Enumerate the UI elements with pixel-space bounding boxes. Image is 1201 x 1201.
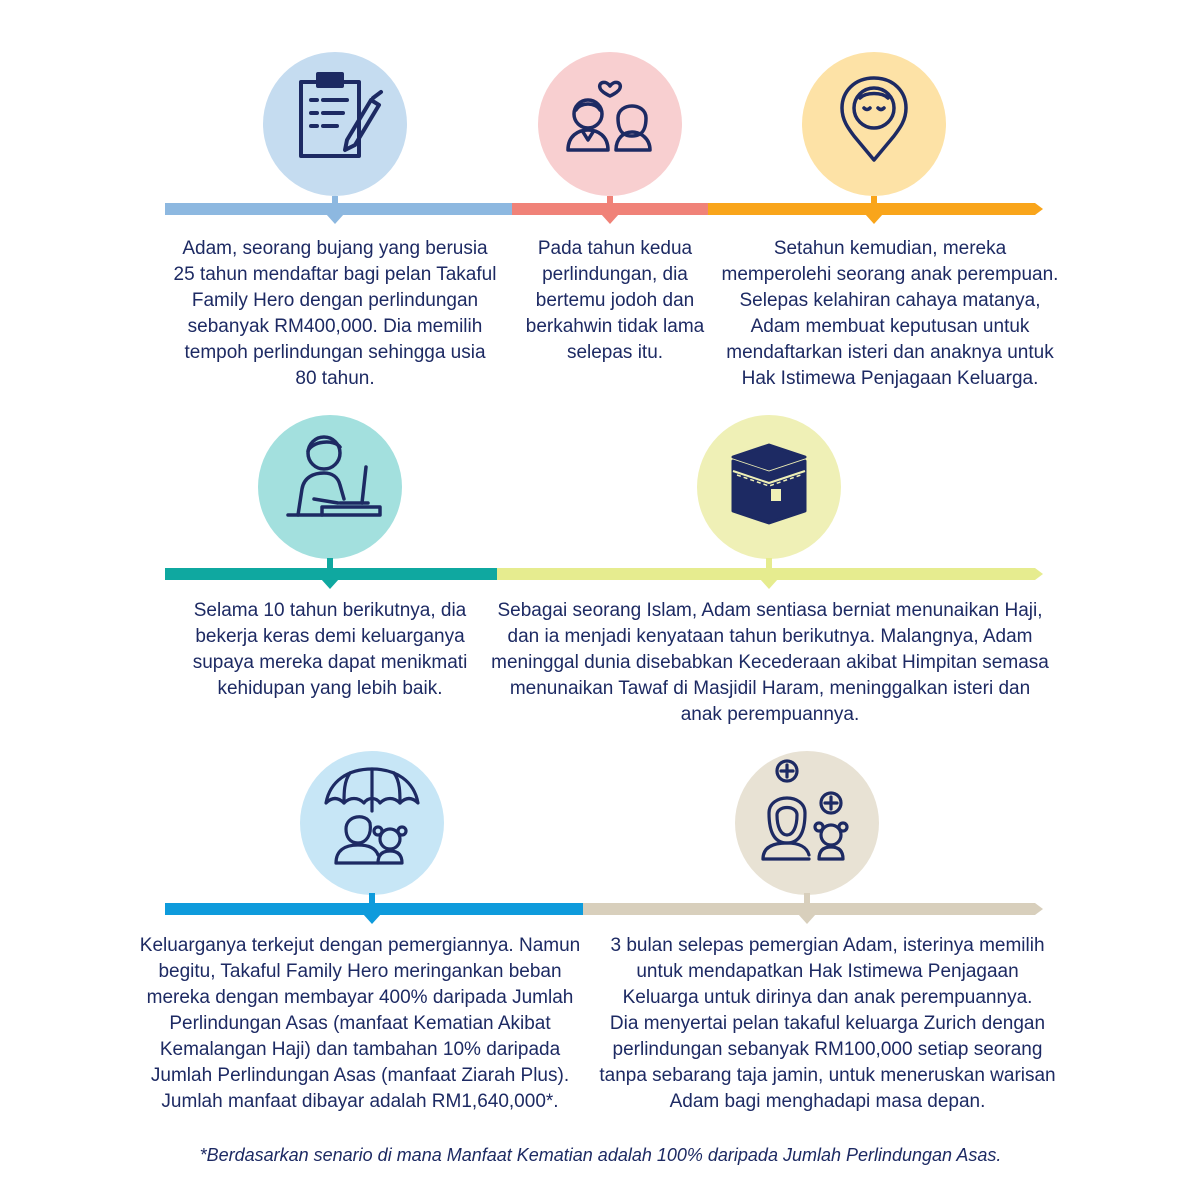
timeline-arrow-7: [798, 914, 816, 924]
timeline-bar-1-end: [1035, 203, 1043, 215]
baby-icon: [802, 52, 946, 196]
timeline-arrow-3: [865, 214, 883, 224]
footnote: *Berdasarkan senario di mana Manfaat Kematian adalah 100% daripada Jumlah Perlindungan Asas.: [199, 1145, 1002, 1165]
couple-heart-icon: [538, 52, 682, 196]
stage-7-text: 3 bulan selepas pemergian Adam, isterinya memilih untuk mendapatkan Hak Istimewa Penjagaan Keluarga untuk dirinya dan anak perempuannya. Dia menyertai pelan takaful keluarga Zurich dengan perlindungan sebanyak RM100,000 setiap seorang tanpa sebarang taja jamin, untuk meneruskan warisan Adam bagi menghadapi masa depan.: [599, 935, 1056, 1112]
timeline-tick-4: [327, 558, 333, 576]
stage-1-text: Adam, seorang bujang yang berusia 25 tahun mendaftar bagi pelan Takaful Family Hero dengan perlindungan sebanyak RM400,000. Dia memilih tempoh perlindungan sehingga usia 80 tahun.: [173, 238, 497, 389]
stage-2-circle: [538, 52, 682, 196]
umbrella-family-icon: [300, 751, 444, 895]
timeline-arrow-4: [321, 579, 339, 589]
timeline-tick-2: [607, 196, 613, 214]
timeline-arrow-1: [326, 214, 344, 224]
person-laptop-icon: [258, 415, 402, 559]
mother-child-plus-icon: [735, 751, 879, 895]
stage-2-text: Pada tahun kedua perlindungan, dia bertemu jodoh dan berkahwin tidak lama selepas itu.: [525, 238, 705, 363]
stage-5-text: Sebagai seorang Islam, Adam sentiasa berniat menunaikan Haji, dan ia menjadi kenyataan tahun berikutnya. Malangnya, Adam meninggal dunia disebabkan Kecederaan akibat Himpitan semasa menunaikan Tawaf di Masjidil Haram, meninggalkan isteri dan anak perempuannya.: [491, 600, 1049, 725]
stage-7-circle: [735, 751, 879, 895]
timeline-tick-5: [766, 558, 772, 576]
stage-1-circle: [263, 52, 407, 196]
timeline-tick-7: [804, 893, 810, 911]
timeline-bar-3-end: [1035, 903, 1043, 915]
stage-6-text: Keluarganya terkejut dengan pemergiannya. Namun begitu, Takaful Family Hero meringankan beban mereka dengan membayar 400% daripada Jumlah Perlindungan Asas (manfaat Kematian Akibat Kemalangan Haji) dan tambahan 10% daripada Jumlah Perlindungan Asas (manfaat Ziarah Plus). Jumlah manfaat dibayar adalah RM1,640,000*.: [139, 935, 581, 1112]
timeline-arrow-5: [760, 579, 778, 589]
timeline-bar-2-end: [1035, 568, 1043, 580]
stage-6-circle: [300, 751, 444, 895]
timeline-tick-1: [332, 196, 338, 214]
clipboard-pen-icon: [263, 52, 407, 196]
stage-5-circle: [697, 415, 841, 559]
timeline-arrow-2: [601, 214, 619, 224]
stage-3-circle: [802, 52, 946, 196]
stage-4-circle: [258, 415, 402, 559]
stage-3-text: Setahun kemudian, mereka memperolehi seorang anak perempuan. Selepas kelahiran cahaya matanya, Adam membuat keputusan untuk mendaftarkan isteri dan anaknya untuk Hak Istimewa Penjagaan Keluarga.: [721, 238, 1059, 389]
timeline-tick-6: [369, 893, 375, 911]
kaaba-icon: [697, 415, 841, 559]
timeline-arrow-6: [363, 914, 381, 924]
stage-4-text: Selama 10 tahun berikutnya, dia bekerja keras demi keluarganya supaya mereka dapat menikmati kehidupan yang lebih baik.: [192, 600, 468, 699]
timeline-tick-3: [871, 196, 877, 214]
